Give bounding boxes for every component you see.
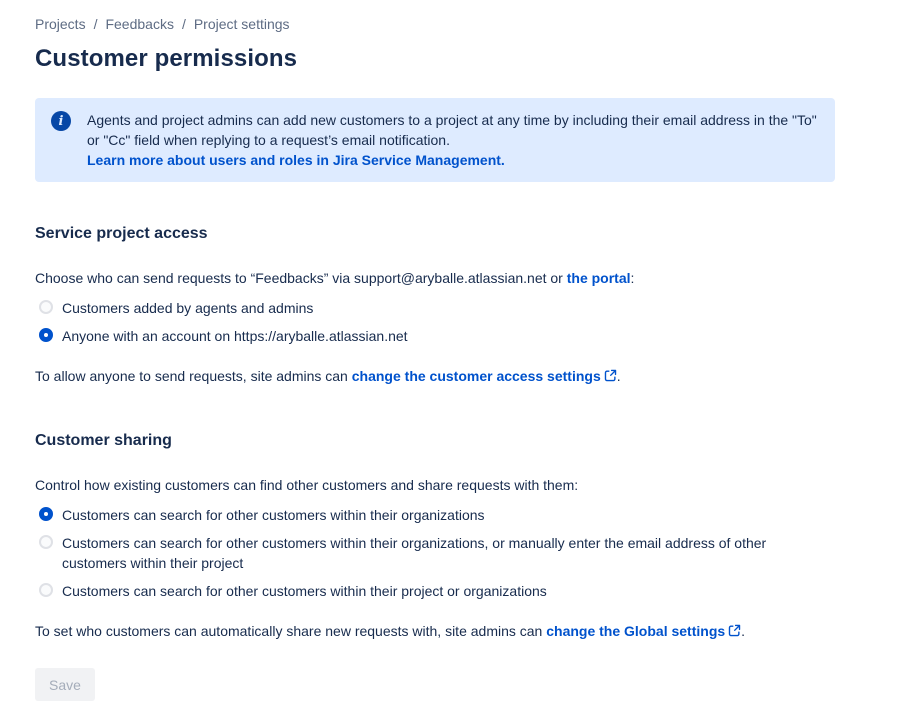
service-access-intro xyxy=(35,268,835,288)
the-portal-link[interactable]: the portal xyxy=(566,270,631,286)
customer-permissions-page xyxy=(35,14,835,701)
radio-label: Customers can search for other customers within their organizations, or manually enter the email address of other customers within their project xyxy=(62,535,767,571)
info-icon: i xyxy=(51,111,71,131)
customer-access-settings-link[interactable]: change the customer access settings xyxy=(352,368,617,384)
service-project-access-heading: Service project access xyxy=(35,225,208,242)
radio-icon xyxy=(39,583,53,597)
service-access-footer-suffix: . xyxy=(616,368,621,384)
service-access-intro-text: Choose who can send requests to “Feedbacks” via support@aryballe.atlassian.net or xyxy=(35,270,567,286)
radio-icon xyxy=(39,507,53,521)
radio-label: Customers can search for other customers within their organizations xyxy=(62,507,485,523)
radio-label: Customers can search for other customers within their project or organizations xyxy=(62,583,547,599)
radio-search-project-or-organizations[interactable] xyxy=(35,577,835,605)
info-banner xyxy=(35,98,835,182)
radio-anyone-with-account[interactable] xyxy=(35,322,835,350)
customer-sharing-radio-group xyxy=(35,501,835,605)
service-access-footer-text: To allow anyone to send requests, site admins can xyxy=(35,368,352,384)
radio-search-or-manual-email[interactable] xyxy=(35,529,835,577)
breadcrumb-separator: / xyxy=(93,16,98,32)
radio-search-within-organizations[interactable] xyxy=(35,501,835,529)
info-banner-text: Agents and project admins can add new customers to a project at any time by including their email address in the "To" or "Cc" field when replying to a request’s email notification. xyxy=(87,112,817,148)
breadcrumb-item-projects[interactable]: Projects xyxy=(35,16,86,32)
customer-sharing-footer-suffix: . xyxy=(741,623,746,639)
service-access-intro-suffix: : xyxy=(630,270,635,286)
learn-more-link[interactable]: Learn more about users and roles in Jira Service Management. xyxy=(87,152,505,168)
page-title: Customer permissions xyxy=(35,45,298,72)
global-settings-link[interactable]: change the Global settings xyxy=(546,623,741,639)
breadcrumb-item-feedbacks[interactable]: Feedbacks xyxy=(105,16,174,32)
save-button[interactable]: Save xyxy=(35,668,95,701)
external-link-icon xyxy=(728,622,741,642)
radio-label: Customers added by agents and admins xyxy=(62,300,314,316)
breadcrumb-item-project-settings[interactable]: Project settings xyxy=(193,16,290,32)
customer-sharing-footer xyxy=(35,621,835,642)
radio-icon xyxy=(39,535,53,549)
service-access-radio-group xyxy=(35,294,835,350)
breadcrumb xyxy=(35,14,835,34)
customer-sharing-heading: Customer sharing xyxy=(35,432,172,449)
service-access-footer xyxy=(35,366,835,387)
breadcrumb-separator: / xyxy=(181,16,186,32)
customer-sharing-footer-text: To set who customers can automatically share new requests with, site admins can xyxy=(35,623,547,639)
external-link-icon xyxy=(604,367,617,387)
radio-label: Anyone with an account on https://aryballe.atlassian.net xyxy=(62,328,408,344)
radio-icon xyxy=(39,300,53,314)
radio-icon xyxy=(39,328,53,342)
customer-sharing-intro: Control how existing customers can find other customers and share requests with them: xyxy=(35,477,579,493)
radio-customers-added-by-agents[interactable] xyxy=(35,294,835,322)
